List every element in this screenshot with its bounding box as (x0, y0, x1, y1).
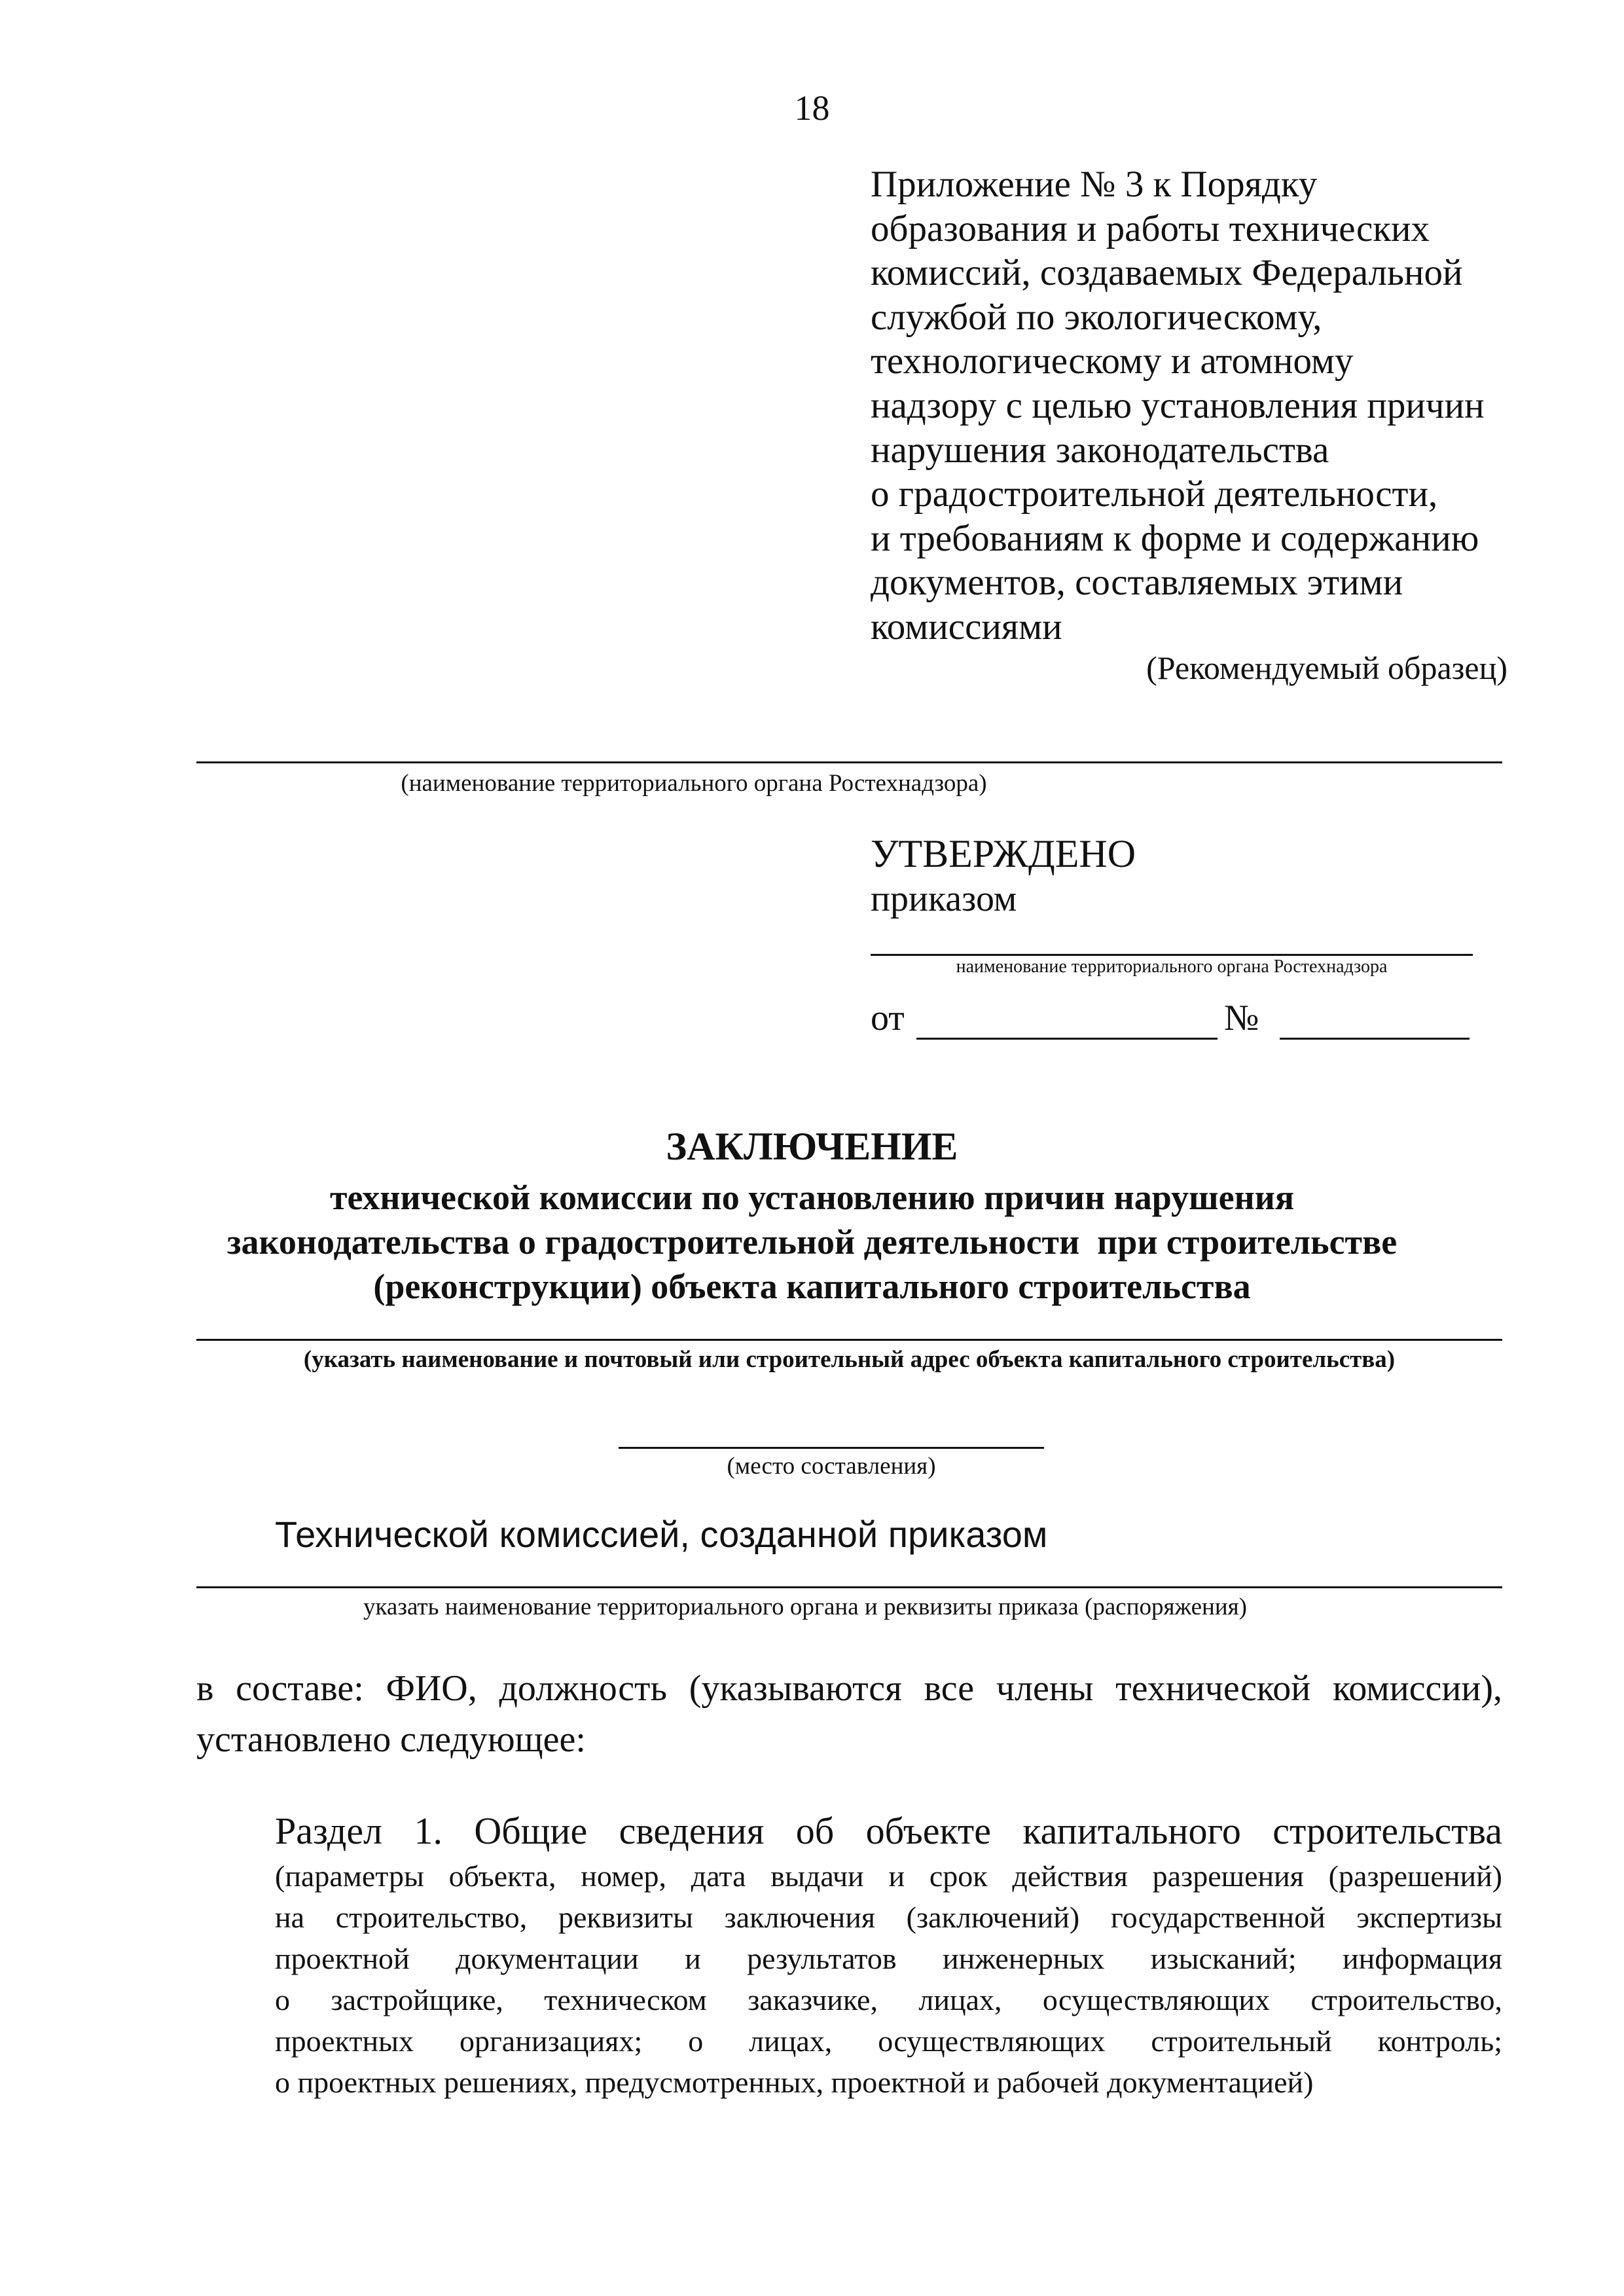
appendix-line: надзору с целью установления причин (871, 384, 1485, 426)
document-subtitle-line: (реконструкции) объекта капитального строительства (373, 1267, 1251, 1306)
appendix-line: нарушения законодательства (871, 429, 1329, 471)
composition-line: в составе: ФИО, должность (указываются все члены технической комиссии), (196, 1668, 1502, 1709)
number-label: № (1224, 998, 1259, 1038)
section-1-line: проектных организациях; о лицах, осуществляющих строительный контроль; (275, 2024, 1502, 2058)
order-caption: указать наименование территориального органа и реквизиты приказа (распоряжения) (363, 1594, 1247, 1620)
object-caption: (указать наименование и почтовый или строительный адрес объекта капитального строительства) (303, 1346, 1396, 1373)
section-1-line: (параметры объекта, номер, дата выдачи и срок действия разрешения (разрешений) (275, 1859, 1502, 1893)
section-1-line: на строительство, реквизиты заключения (заключений) государственной экспертизы (275, 1901, 1502, 1934)
date-label: от (871, 998, 905, 1038)
approved-body-caption: наименование территориального органа Ростехнадзора (956, 957, 1388, 977)
section-1-body (275, 1855, 1502, 2103)
document-subtitle-line: технической комиссии по установлению причин нарушения (329, 1178, 1295, 1217)
appendix-line: образования и работы технических (871, 208, 1430, 249)
appendix-line: Приложение № 3 к Порядку (871, 164, 1318, 205)
section-1 (275, 1807, 1502, 2103)
appendix-line: документов, составляемых этими (871, 562, 1403, 604)
section-1-line: о застройщике, техническом заказчике, лицах, осуществляющих строительство, (275, 1983, 1502, 2016)
number-blank-line (1280, 1038, 1470, 1040)
approved-by-order: приказом (871, 879, 1017, 919)
order-line (196, 1586, 1502, 1588)
appendix-line: и требованиям к форме и содержанию (871, 517, 1479, 559)
appendix-line: комиссиями (871, 606, 1062, 647)
recommended-sample-note: (Рекомендуемый образец) (1146, 649, 1507, 686)
appendix-line: комиссий, создаваемых Федеральной (871, 252, 1463, 294)
page-number: 18 (794, 88, 830, 128)
commission-text: Технической комиссией, созданной приказом (275, 1514, 1048, 1555)
appendix-line: технологическому и атомному (871, 340, 1354, 382)
territorial-body-line (196, 761, 1502, 763)
section-1-line: проектной документации и результатов инженерных изысканий; информация (275, 1942, 1502, 1975)
appendix-header (871, 162, 1525, 649)
appendix-line: о градостроительной деятельности, (871, 473, 1438, 515)
place-line (619, 1447, 1044, 1449)
section-1-line: о проектных решениях, предусмотренных, проектной и рабочей документацией) (275, 2066, 1314, 2099)
appendix-line: службой по экологическому, (871, 296, 1322, 338)
date-blank-line (916, 1038, 1218, 1040)
composition-line: установлено следующее: (196, 1719, 586, 1760)
approved-title: УТВЕРЖДЕНО (871, 832, 1136, 875)
document-title: ЗАКЛЮЧЕНИЕ (666, 1125, 958, 1168)
order-date-number (871, 996, 905, 1040)
territorial-body-caption: (наименование территориального органа Ростехнадзора) (401, 770, 987, 797)
object-line (196, 1339, 1502, 1341)
document-subtitle-line: законодательства о градостроительной деятельности при строительстве (226, 1222, 1398, 1262)
place-caption: (место составления) (727, 1453, 936, 1480)
section-1-heading: Раздел 1. Общие сведения об объекте капитального строительства (275, 1810, 1502, 1852)
